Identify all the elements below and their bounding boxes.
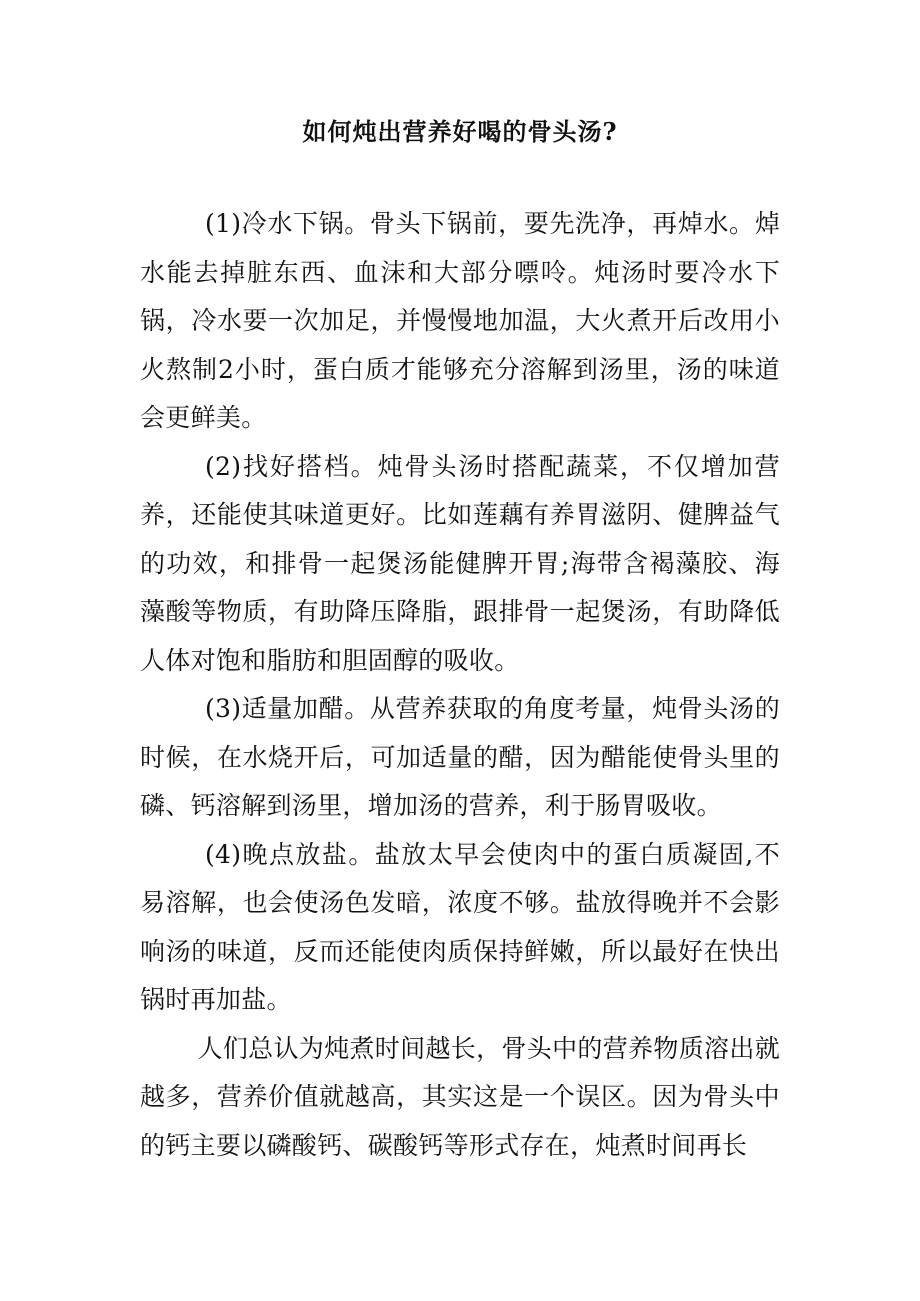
paragraph-pairing: (2)找好搭档。炖骨头汤时搭配蔬菜，不仅增加营养，还能使其味道更好。比如莲藕有养胃滋阴、健脾益气的功效，和排骨一起煲汤能健脾开胃;海带含褐藻胶、海藻酸等物质，有助降压降脂，跟排骨一起煲汤，有助降低人体对饱和脂肪和胆固醇的吸收。 [140,451,780,675]
paragraph-vinegar: (3)适量加醋。从营养获取的角度考量，炖骨头汤的时候，在水烧开后，可加适量的醋，因为醋能使骨头里的磷、钙溶解到汤里，增加汤的营养，利于肠胃吸收。 [140,694,780,820]
document-body [140,200,780,1170]
paragraph-misconception: 人们总认为炖煮时间越长，骨头中的营养物质溶出就越多，营养价值就越高，其实这是一个误区。因为骨头中的钙主要以磷酸钙、碳酸钙等形式存在，炖煮时间再长 [140,1033,780,1160]
paragraph-salt: (4)晚点放盐。盐放太早会使肉中的蛋白质凝固,不易溶解，也会使汤色发暗，浓度不够。盐放得晚并不会影响汤的味道，反而还能使肉质保持鲜嫩，所以最好在快出锅时再加盐。 [140,839,780,1014]
paragraph-cold-water: (1)冷水下锅。骨头下锅前，要先洗净，再焯水。焯水能去掉脏东西、血沫和大部分嘌呤。炖汤时要冷水下锅，冷水要一次加足，并慢慢地加温，大火煮开后改用小火熬制2小时，蛋白质才能够充分溶解到汤里，汤的味道会更鲜美。 [140,209,780,432]
document-title: 如何炖出营养好喝的骨头汤? [302,117,618,146]
